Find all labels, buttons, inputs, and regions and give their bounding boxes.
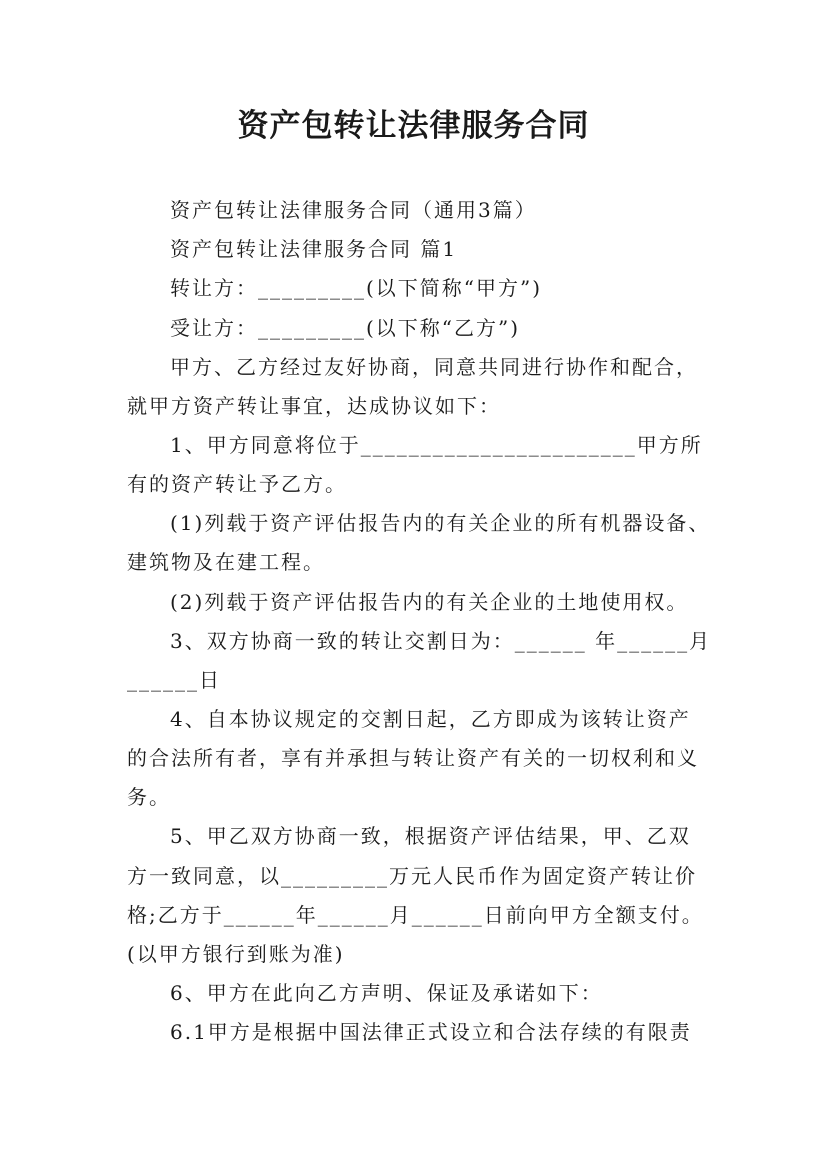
paragraph-line: (1)列载于资产评估报告内的有关企业的所有机器设备、: [170, 511, 711, 535]
paragraph-line: 方一致同意，以_________万元人民币作为固定资产转让价: [127, 864, 697, 888]
paragraph-line: (2)列载于资产评估报告内的有关企业的土地使用权。: [170, 590, 689, 614]
document-title: 资产包转让法律服务合同: [237, 108, 590, 144]
paragraph-line: 就甲方资产转让事宜，达成协议如下：: [127, 394, 501, 418]
paragraph-line: 5、甲乙双方协商一致，根据资产评估结果，甲、乙双: [170, 824, 691, 848]
paragraph-line: 转让方：_________(以下简称“甲方”): [170, 276, 543, 300]
paragraph-line: 4、自本协议规定的交割日起，乙方即成为该转让资产: [170, 707, 691, 731]
paragraph-line: 建筑物及在建工程。: [127, 550, 325, 574]
paragraph-line: 资产包转让法律服务合同 篇1: [170, 237, 458, 261]
paragraph-line: 6、甲方在此向乙方声明、保证及承诺如下：: [170, 981, 603, 1005]
paragraph-line: ______日: [127, 668, 221, 692]
paragraph-line: 格;乙方于______年______月______日前向甲方全额支付。: [127, 903, 704, 927]
paragraph-line: 务。: [127, 785, 171, 809]
paragraph-line: 甲方、乙方经过友好协商，同意共同进行协作和配合，: [170, 355, 698, 379]
paragraph-line: 有的资产转让予乙方。: [127, 472, 347, 496]
paragraph-line: 资产包转让法律服务合同（通用3篇）: [170, 198, 537, 222]
paragraph-line: 1、甲方同意将位于_______________________甲方所: [170, 433, 703, 457]
paragraph-line: 3、双方协商一致的转让交割日为：______ 年______月: [170, 629, 712, 653]
paragraph-line: 受让方：_________(以下称“乙方”): [170, 316, 521, 340]
paragraph-line: 的合法所有者，享有并承担与转让资产有关的一切权利和义: [127, 746, 699, 770]
paragraph-line: 6.1甲方是根据中国法律正式设立和合法存续的有限责: [170, 1020, 692, 1044]
paragraph-line: (以甲方银行到账为准): [127, 942, 345, 966]
